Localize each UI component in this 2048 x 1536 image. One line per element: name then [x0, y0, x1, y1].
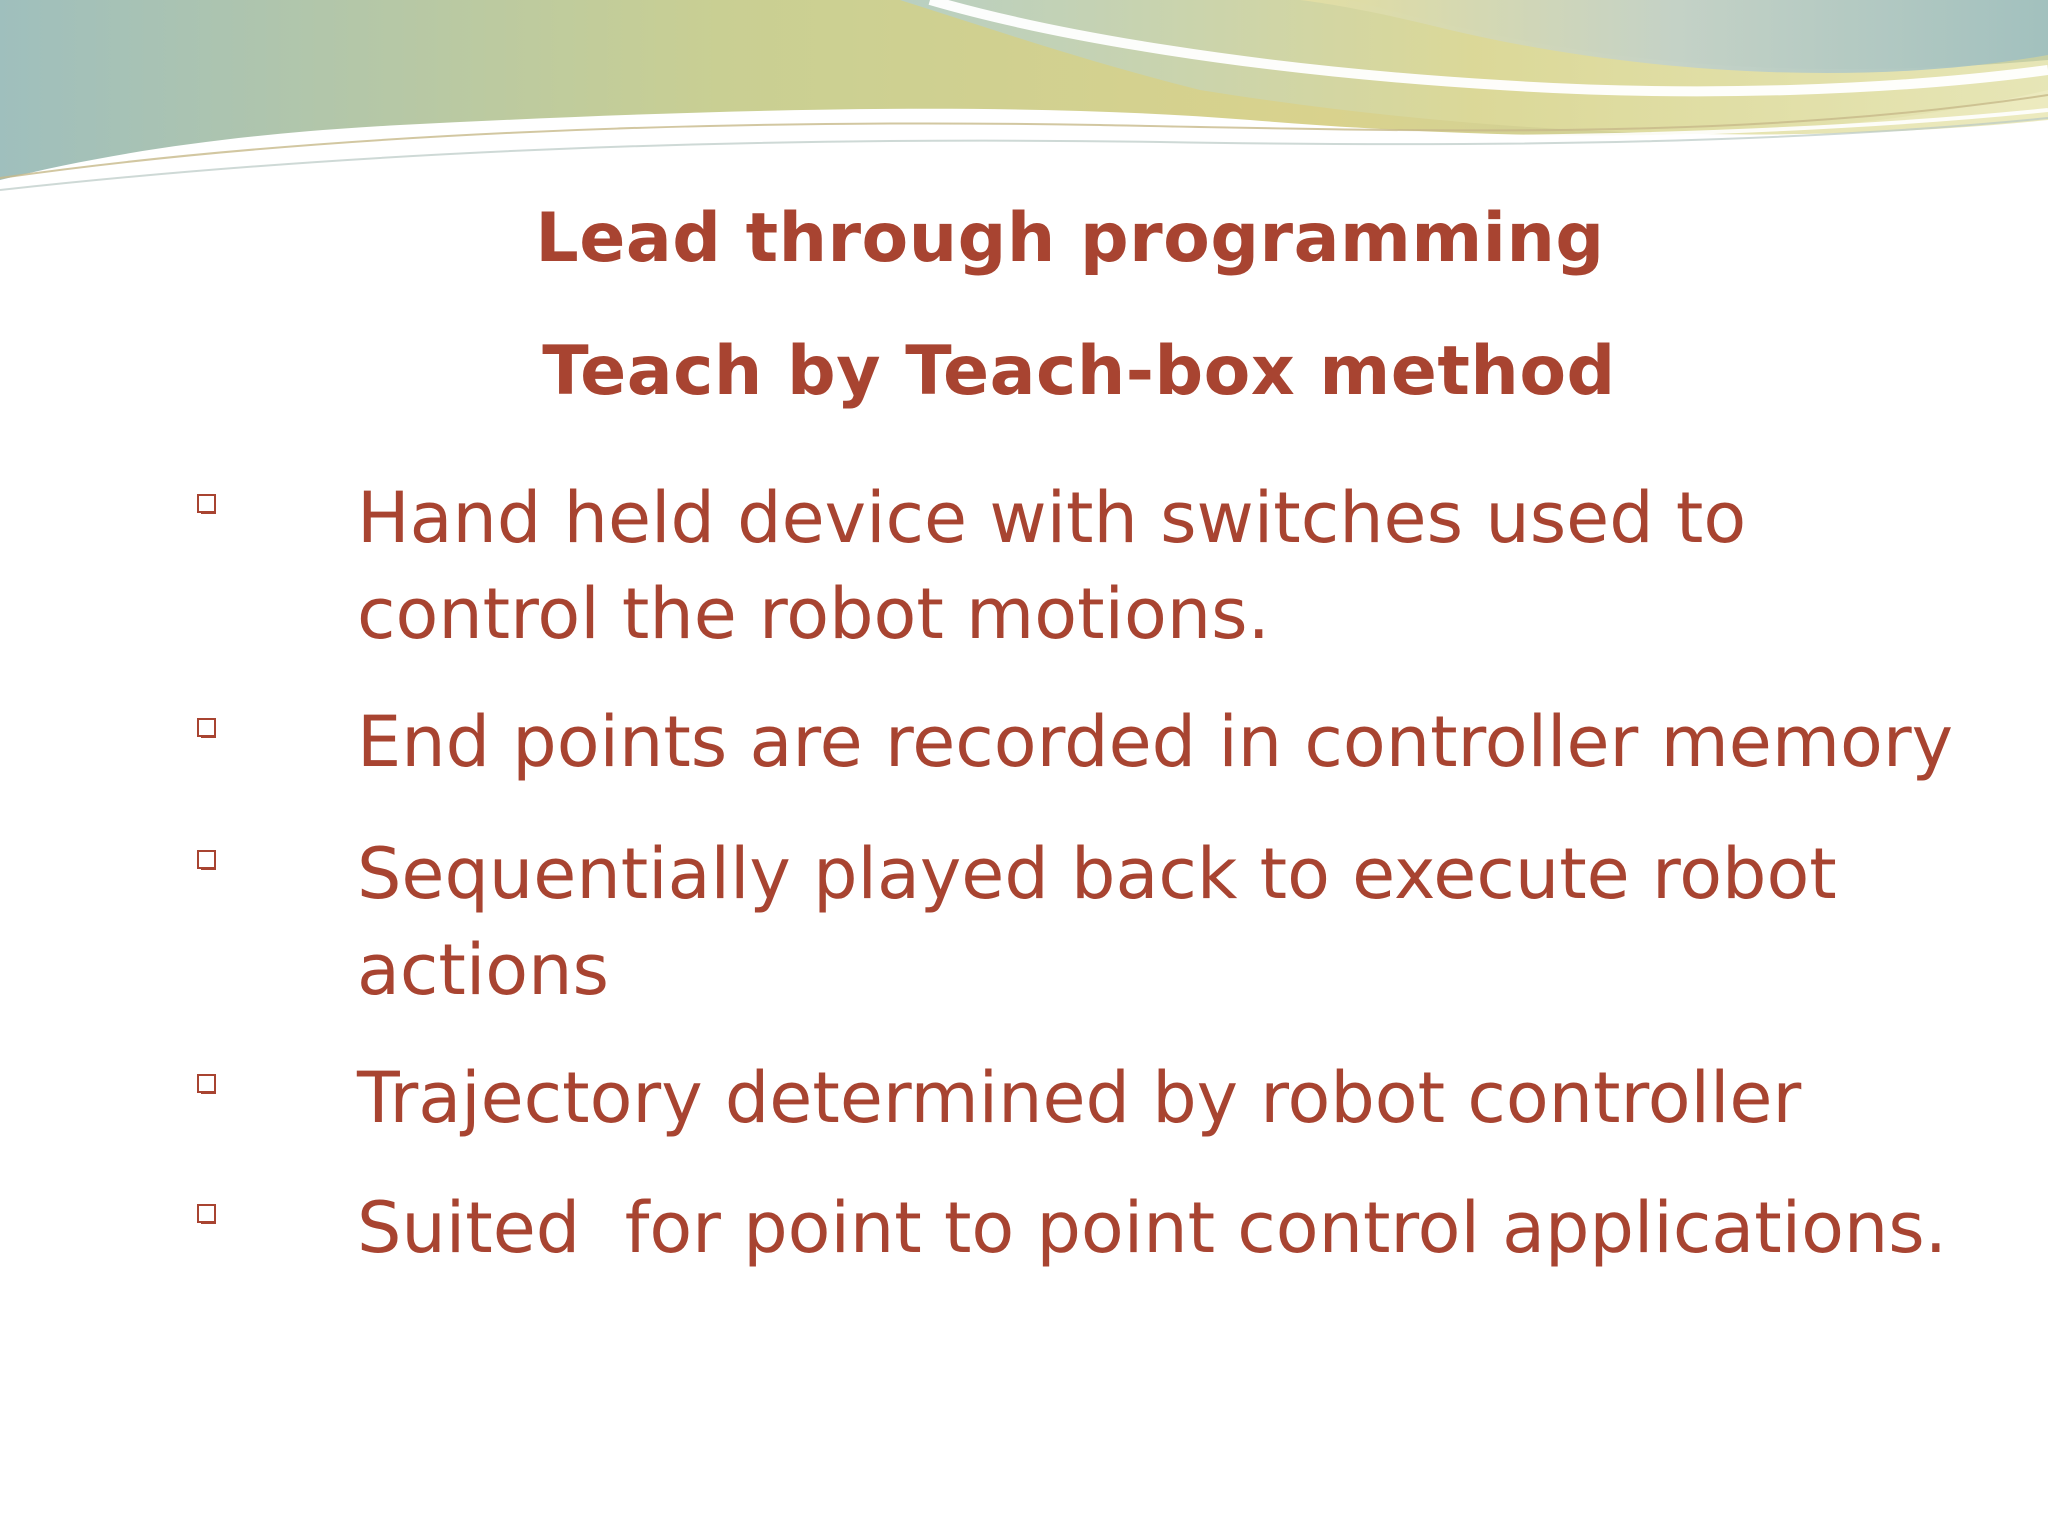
checkbox-bullet-icon	[195, 848, 217, 870]
checkbox-bullet-icon	[195, 1072, 217, 1094]
bullet-text-5: Suited for point to point control applications.	[357, 1187, 1948, 1269]
checkbox-bullet-icon	[195, 716, 217, 738]
slide-title-primary: Lead through programming	[535, 199, 1605, 278]
bullet-text-1: Hand held device with switches used to control the robot motions.	[357, 477, 1769, 655]
slide-title-secondary: Teach by Teach-box method	[542, 332, 1616, 411]
bullet-text-2: End points are recorded in controller memory	[357, 701, 1954, 783]
checkbox-bullet-icon	[195, 492, 217, 514]
checkbox-bullet-icon	[195, 1202, 217, 1224]
bullet-text-4: Trajectory determined by robot controller	[357, 1057, 1802, 1139]
bullet-text-3: Sequentially played back to execute robot actions	[357, 833, 1860, 1011]
